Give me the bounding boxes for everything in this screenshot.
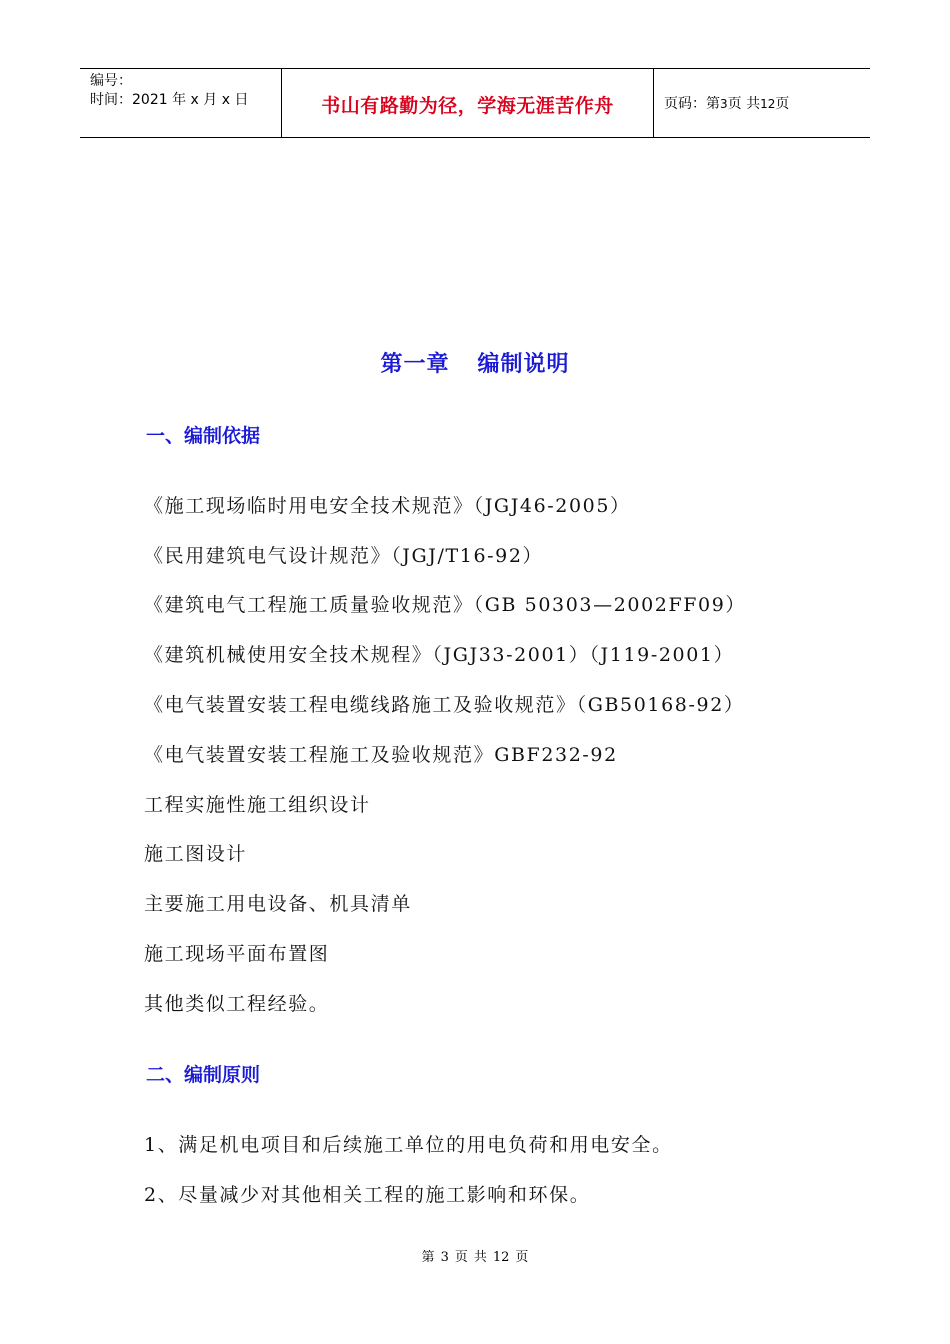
footer-suffix: 页 xyxy=(515,1250,529,1265)
principle-item: 1、满足机电项目和后续施工单位的用电负荷和用电安全。 xyxy=(144,1134,673,1156)
section-heading-basis: 一、编制依据 xyxy=(146,425,261,447)
footer-prefix: 第 xyxy=(421,1250,435,1265)
header-page-number xyxy=(664,93,789,113)
basis-item: 施工图设计 xyxy=(144,843,248,865)
header-page-prefix: 页码：第 xyxy=(664,96,720,112)
basis-item: 《电气装置安装工程电缆线路施工及验收规范》（GB50168-92） xyxy=(144,694,745,716)
footer-current: 3 xyxy=(440,1250,449,1265)
basis-item: 工程实施性施工组织设计 xyxy=(144,794,371,816)
header-motto: 书山有路勤为径，学海无涯苦作舟 xyxy=(321,95,614,117)
footer-mid1: 页 xyxy=(454,1250,468,1265)
basis-item: 《电气装置安装工程施工及验收规范》GBF232-92 xyxy=(144,744,618,766)
basis-item: 《施工现场临时用电安全技术规范》（JGJ46-2005） xyxy=(144,495,631,517)
page-footer xyxy=(0,1246,950,1265)
document-date-label: 时间：2021 年 x 月 x 日 xyxy=(90,92,249,108)
chapter-title: 编制说明 xyxy=(477,352,570,377)
header-page-cell xyxy=(654,69,870,137)
header-page-suffix: 页 xyxy=(775,96,790,112)
header-motto-cell xyxy=(282,69,654,137)
chapter-number: 第一章 xyxy=(380,352,450,377)
principle-item: 2、尽量减少对其他相关工程的施工影响和环保。 xyxy=(144,1184,591,1206)
section-heading-principles: 二、编制原则 xyxy=(146,1064,261,1086)
basis-item: 《民用建筑电气设计规范》（JGJ/T16-92） xyxy=(144,545,544,567)
chapter-heading xyxy=(0,347,950,378)
basis-item: 《建筑机械使用安全技术规程》（JGJ33-2001）（J119-2001） xyxy=(144,644,735,666)
footer-mid2: 共 xyxy=(473,1250,487,1265)
header-page-current: 3 xyxy=(720,97,728,111)
basis-item: 其他类似工程经验。 xyxy=(144,993,330,1015)
basis-item: 《建筑电气工程施工质量验收规范》（GB 50303—2002FF09） xyxy=(144,594,747,616)
basis-item: 主要施工用电设备、机具清单 xyxy=(144,893,412,915)
page-header xyxy=(80,68,870,138)
header-meta-cell xyxy=(80,69,282,137)
footer-total: 12 xyxy=(492,1250,510,1265)
header-page-mid: 页 共 xyxy=(727,96,761,112)
header-page-total: 12 xyxy=(760,97,776,111)
document-number-label: 编号： xyxy=(90,73,132,89)
basis-item: 施工现场平面布置图 xyxy=(144,943,330,965)
